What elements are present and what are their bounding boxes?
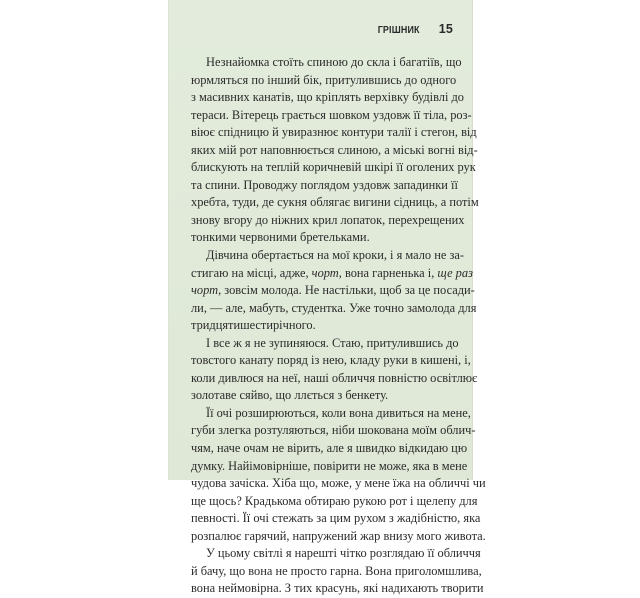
page-number: 15	[438, 22, 453, 36]
text-line: вона неймовірна. З тих красунь, які надихають творити	[191, 581, 484, 596]
paragraph	[191, 545, 484, 598]
text-line: чудова зачіска. Хіба що, може, у мене їжа на обличчі чи	[191, 476, 486, 491]
paragraph	[191, 405, 486, 545]
text-line: ще щось? Крадькома обтираю рукою рот і щелепу для	[191, 493, 478, 508]
text-line: хребта, туди, де сукня облягає вигини сідниць, а потім	[191, 195, 479, 210]
text-line: У цьому світлі я нарешті чітко розглядаю її обличчя	[206, 546, 481, 561]
text-line: товстого канату поряд із нею, кладу руки в кишені, і,	[191, 353, 471, 368]
body-text	[191, 54, 486, 598]
running-header	[374, 22, 453, 36]
italic-phrase: ще раз	[437, 265, 473, 280]
text-line: блискують на теплій коричневій шкірі її оголених рук	[191, 160, 476, 175]
text-line: тераси. Вітерець грається шовком уздовж її тіла, роз-	[191, 107, 472, 122]
text-line: Її очі розширюються, коли вона дивиться на мене,	[206, 405, 471, 420]
text-line: та спини. Проводжу поглядом уздовж западинки її	[191, 177, 458, 192]
text-line: тонкими червоними бретельками.	[191, 230, 370, 245]
italic-phrase: чорт	[311, 265, 339, 280]
book-page	[168, 0, 486, 596]
text-line: думку. Найімовірніше, повірити не може, яка в мене	[191, 458, 468, 473]
text-line: чорт, зовсім молода. Не настільки, щоб за це посади-	[191, 283, 475, 298]
text-line: ли, — але, мабуть, студентка. Уже точно замолода для	[191, 300, 477, 315]
text-line: з масивних канатів, що кріплять верхівку будівлі до	[191, 90, 464, 105]
text-line: знову вгору до ніжних крил лопаток, перехрещених	[191, 212, 465, 227]
text-line: золотаве сяйво, що ллється з бенкету.	[191, 388, 389, 403]
text-line: певності. Її очі стежать за цим рухом з жадібністю, яка	[191, 511, 481, 526]
text-line: тридцятишестирічного.	[191, 318, 316, 333]
italic-phrase: чорт	[191, 283, 219, 298]
text-line: губи злегка розтуляються, ніби шокована моїм облич-	[191, 423, 476, 438]
text-line: Незнайомка стоїть спиною до скла і багатіїв, що	[206, 55, 462, 69]
text-line: коли дивлюся на неї, наші обличчя повністю освітлює	[191, 370, 478, 385]
text-line: Дівчина обертається на мої кроки, і я мало не за-	[206, 248, 464, 263]
text-line: стигаю на місці, адже, чорт, вона гарненька і, ще раз	[191, 265, 473, 280]
paragraph	[191, 247, 477, 335]
text-line: юрмляться по інший бік, притулившись до одного	[191, 72, 457, 87]
text-line: віює спідницю й увиразнює контури талії і стегон, від	[191, 125, 477, 140]
paragraph	[191, 335, 478, 405]
text-line: яких мій рот наповнюється слиною, а міські вогні від-	[191, 142, 478, 157]
text-line: й бачу, що вона не просто гарна. Вона приголомшлива,	[191, 563, 482, 578]
chapter-title: ГРІШНИК	[377, 24, 420, 36]
text-line: розпалює гарячий, напружений жар внизу мого живота.	[191, 528, 486, 543]
paragraph	[191, 54, 479, 247]
text-line: І все ж я не зупиняюся. Стаю, притулившись до	[206, 335, 459, 350]
text-line: чям, наче очам не вірить, але я швидко відкидаю цю	[191, 441, 468, 456]
